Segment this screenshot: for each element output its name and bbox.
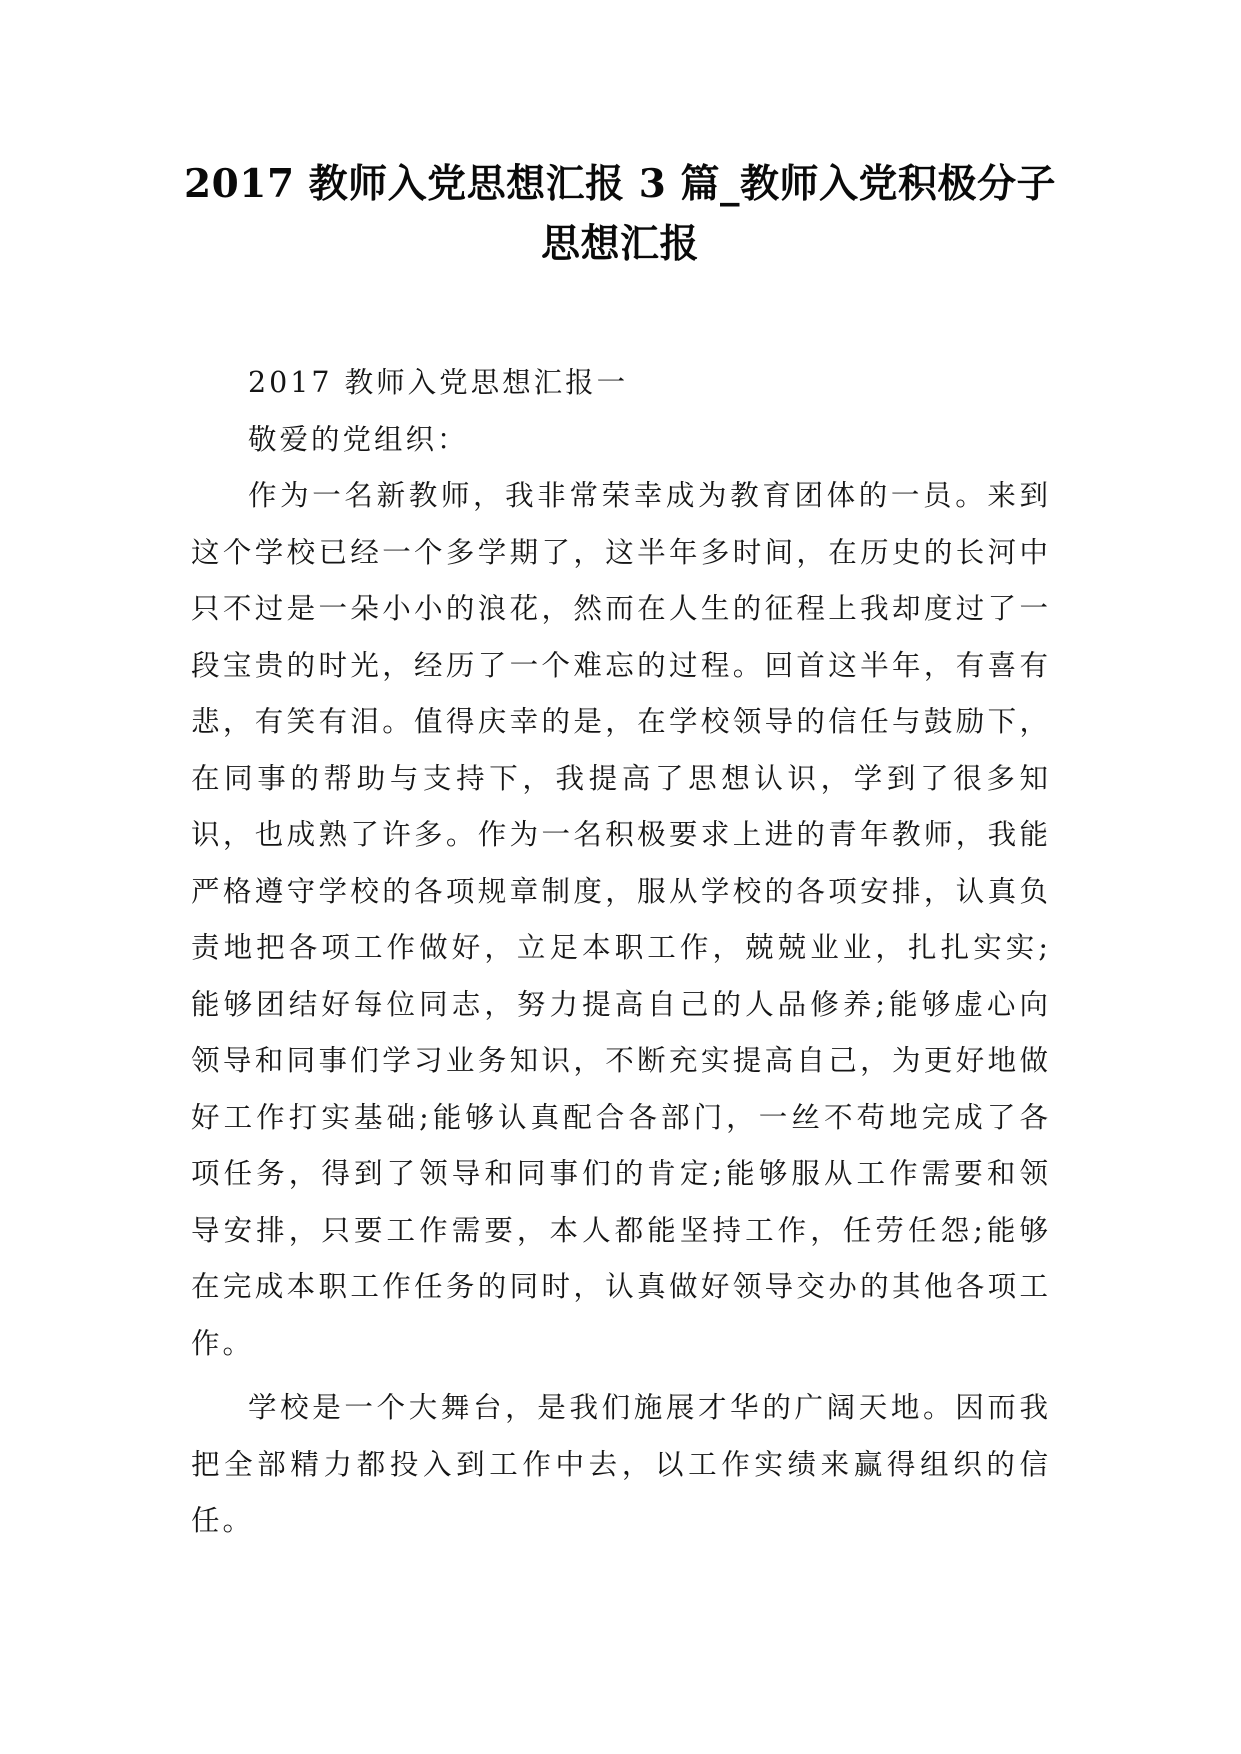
section-heading: 2017 教师入党思想汇报一 bbox=[248, 366, 629, 399]
document-body bbox=[191, 355, 1051, 1550]
body-paragraph-1: 作为一名新教师，我非常荣幸成为教育团体的一员。来到这个学校已经一个多学期了，这半年多时间，在历史的长河中只不过是一朵小小的浪花，然而在人生的征程上我却度过了一段宝贵的时光，经历了一个难忘的过程。回首这半年，有喜有悲，有笑有泪。值得庆幸的是，在学校领导的信任与鼓励下，在同事的帮助与支持下，我提高了思想认识，学到了很多知识，也成熟了许多。作为一名积极要求上进的青年教师，我能严格遵守学校的各项规章制度，服从学校的各项安排，认真负责地把各项工作做好，立足本职工作，兢兢业业，扎扎实实;能够团结好每位同志，努力提高自己的人品修养;能够虚心向领导和同事们学习业务知识，不断充实提高自己，为更好地做好工作打实基础;能够认真配合各部门，一丝不苟地完成了各项任务，得到了领导和同事们的肯定;能够服从工作需要和领导安排，只要工作需要，本人都能坚持工作，任劳任怨;能够在完成本职工作任务的同时，认真做好领导交办的其他各项工作。 bbox=[191, 479, 1051, 1360]
document-title: 2017 教师入党思想汇报 3 篇_教师入党积极分子思想汇报 bbox=[184, 161, 1056, 267]
body-paragraph-2: 学校是一个大舞台，是我们施展才华的广阔天地。因而我把全部精力都投入到工作中去，以工作实绩来赢得组织的信任。 bbox=[191, 1391, 1051, 1537]
salutation: 敬爱的党组织： bbox=[248, 422, 469, 456]
